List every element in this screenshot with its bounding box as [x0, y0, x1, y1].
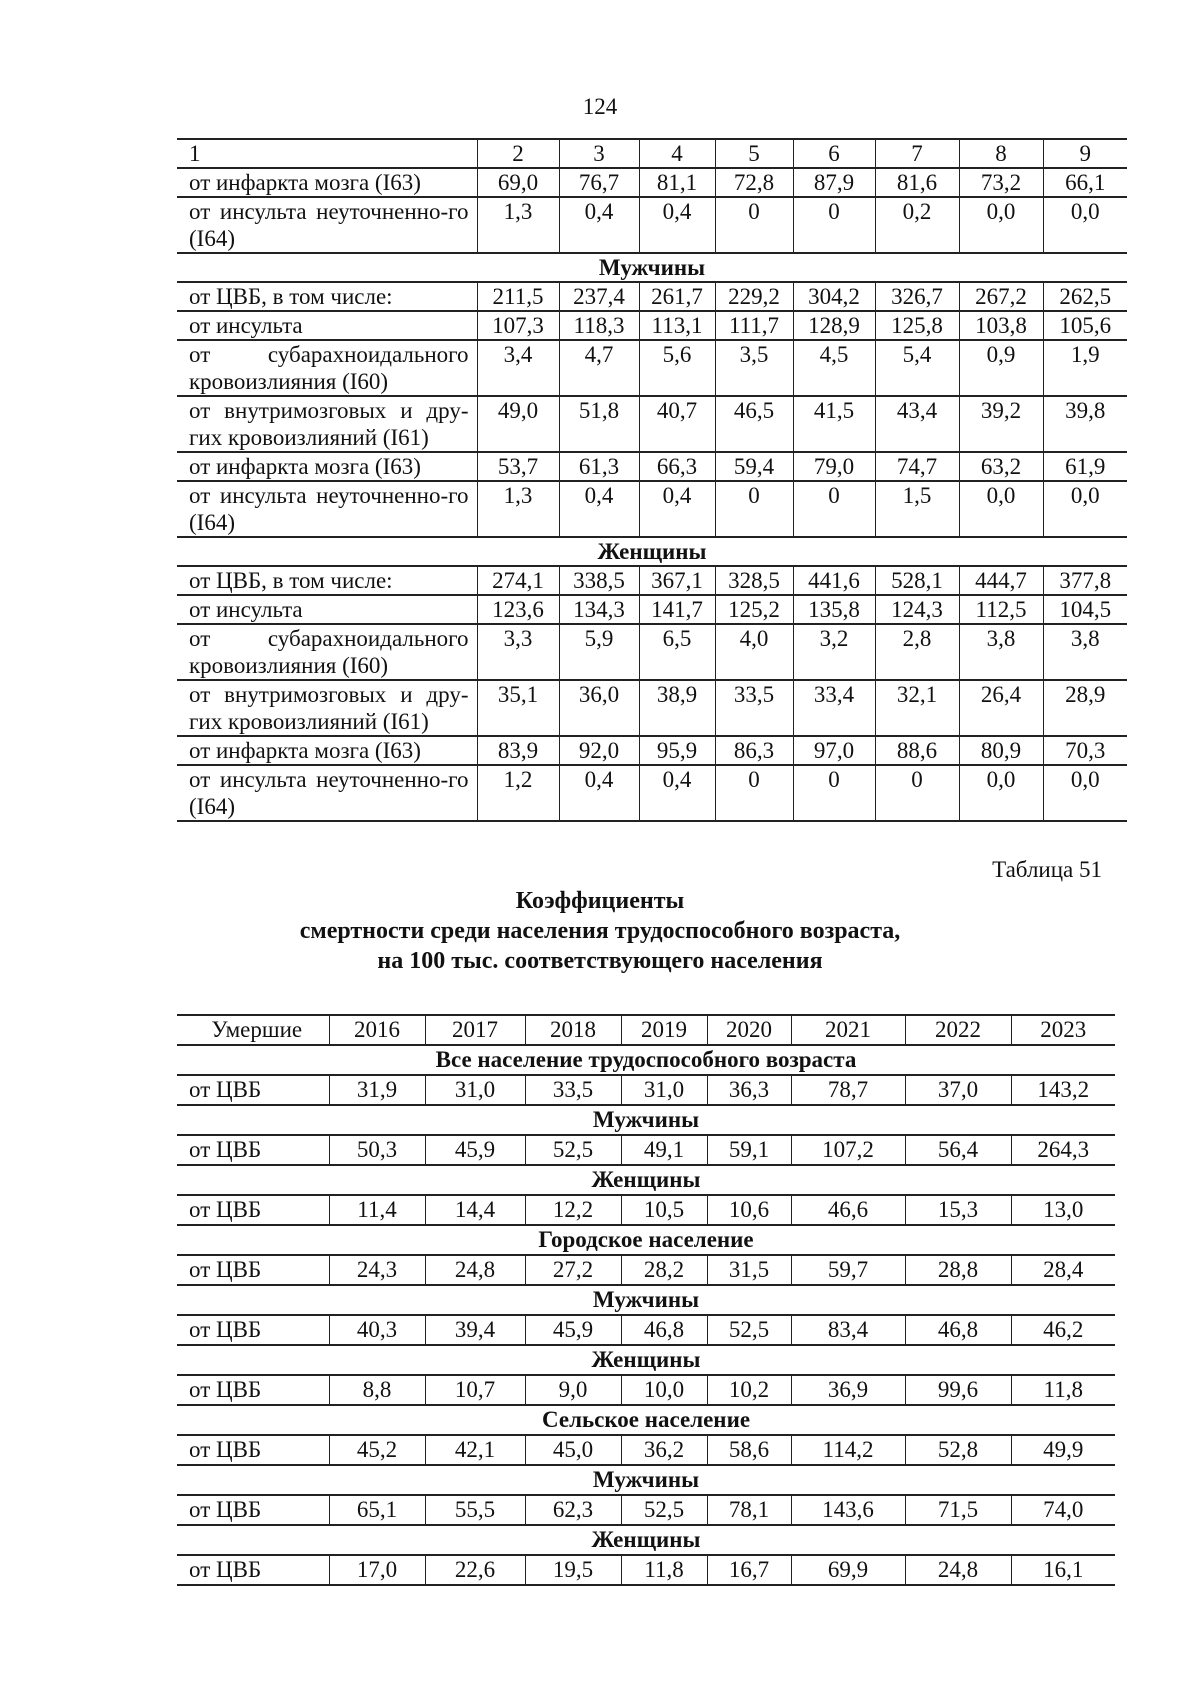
- value-cell: 0,4: [639, 765, 715, 821]
- table-row: [177, 624, 1127, 680]
- value-cell: 118,3: [559, 311, 639, 340]
- value-cell: 33,5: [715, 680, 793, 736]
- value-cell: 37,0: [905, 1075, 1011, 1105]
- value-cell: 0,2: [875, 197, 959, 253]
- table-row: [177, 1315, 1115, 1345]
- value-cell: 24,3: [329, 1255, 425, 1285]
- value-cell: 5,4: [875, 340, 959, 396]
- section-heading: Женщины: [591, 1527, 701, 1552]
- row-label: от инфаркта мозга (I63): [177, 168, 477, 197]
- value-cell: 0,4: [559, 197, 639, 253]
- table-row: [177, 680, 1127, 736]
- section-row: [177, 1345, 1115, 1375]
- value-cell: 78,1: [707, 1495, 791, 1525]
- working-age-mortality-table: [177, 1014, 1115, 1586]
- header-cell: 7: [875, 139, 959, 168]
- value-cell: 0,0: [959, 197, 1043, 253]
- value-cell: 128,9: [793, 311, 875, 340]
- value-cell: 46,5: [715, 396, 793, 452]
- header-cell: 6: [793, 139, 875, 168]
- value-cell: 80,9: [959, 736, 1043, 765]
- value-cell: 4,5: [793, 340, 875, 396]
- value-cell: 1,9: [1043, 340, 1127, 396]
- value-cell: 83,9: [477, 736, 559, 765]
- value-cell: 17,0: [329, 1555, 425, 1585]
- header-cell: 2023: [1011, 1015, 1115, 1045]
- value-cell: 4,0: [715, 624, 793, 680]
- table-row: [177, 340, 1127, 396]
- value-cell: 28,8: [905, 1255, 1011, 1285]
- row-label: от ЦВБ, в том числе:: [177, 566, 477, 595]
- table-title-line: смертности среди населения трудоспособного возраста,: [299, 918, 901, 944]
- value-cell: 45,9: [525, 1315, 621, 1345]
- value-cell: 328,5: [715, 566, 793, 595]
- value-cell: 10,0: [621, 1375, 707, 1405]
- value-cell: 13,0: [1011, 1195, 1115, 1225]
- row-label: от ЦВБ: [177, 1195, 329, 1225]
- row-label: от внутримозговых и дру-гих кровоизлияний (I61): [177, 396, 477, 452]
- value-cell: 40,3: [329, 1315, 425, 1345]
- value-cell: 61,9: [1043, 452, 1127, 481]
- value-cell: 0: [793, 765, 875, 821]
- value-cell: 0: [875, 765, 959, 821]
- section-heading: Женщины: [591, 1167, 701, 1192]
- value-cell: 11,8: [1011, 1375, 1115, 1405]
- value-cell: 10,6: [707, 1195, 791, 1225]
- table-row: [177, 197, 1127, 253]
- value-cell: 38,9: [639, 680, 715, 736]
- value-cell: 16,1: [1011, 1555, 1115, 1585]
- header-cell: 2022: [905, 1015, 1011, 1045]
- section-heading: Женщины: [591, 1347, 701, 1372]
- header-cell: 2017: [425, 1015, 525, 1045]
- value-cell: 22,6: [425, 1555, 525, 1585]
- value-cell: 367,1: [639, 566, 715, 595]
- value-cell: 58,6: [707, 1435, 791, 1465]
- value-cell: 49,1: [621, 1135, 707, 1165]
- table-title: [0, 886, 1200, 976]
- value-cell: 74,0: [1011, 1495, 1115, 1525]
- table-row: [177, 566, 1127, 595]
- table-title-line: на 100 тыс. соответствующего населения: [377, 948, 823, 974]
- value-cell: 14,4: [425, 1195, 525, 1225]
- value-cell: 12,2: [525, 1195, 621, 1225]
- value-cell: 51,8: [559, 396, 639, 452]
- header-cell: 2: [477, 139, 559, 168]
- value-cell: 0: [793, 481, 875, 537]
- value-cell: 1,3: [477, 197, 559, 253]
- value-cell: 45,2: [329, 1435, 425, 1465]
- row-label: от ЦВБ: [177, 1255, 329, 1285]
- value-cell: 3,4: [477, 340, 559, 396]
- value-cell: 3,3: [477, 624, 559, 680]
- row-label: от ЦВБ: [177, 1135, 329, 1165]
- value-cell: 19,5: [525, 1555, 621, 1585]
- header-cell: 2018: [525, 1015, 621, 1045]
- value-cell: 326,7: [875, 282, 959, 311]
- header-cell: 5: [715, 139, 793, 168]
- value-cell: 28,9: [1043, 680, 1127, 736]
- value-cell: 0: [715, 765, 793, 821]
- value-cell: 5,6: [639, 340, 715, 396]
- value-cell: 86,3: [715, 736, 793, 765]
- value-cell: 0,4: [559, 765, 639, 821]
- table-row: [177, 1495, 1115, 1525]
- value-cell: 10,2: [707, 1375, 791, 1405]
- value-cell: 31,0: [425, 1075, 525, 1105]
- section-row: [177, 1525, 1115, 1555]
- table-row: [177, 1555, 1115, 1585]
- value-cell: 62,3: [525, 1495, 621, 1525]
- row-label: от инсульта: [177, 595, 477, 624]
- value-cell: 88,6: [875, 736, 959, 765]
- value-cell: 65,1: [329, 1495, 425, 1525]
- value-cell: 73,2: [959, 168, 1043, 197]
- value-cell: 41,5: [793, 396, 875, 452]
- row-label: от ЦВБ: [177, 1375, 329, 1405]
- value-cell: 112,5: [959, 595, 1043, 624]
- value-cell: 3,5: [715, 340, 793, 396]
- value-cell: 42,1: [425, 1435, 525, 1465]
- value-cell: 9,0: [525, 1375, 621, 1405]
- row-label: от ЦВБ: [177, 1555, 329, 1585]
- header-cell: 8: [959, 139, 1043, 168]
- table-title-line: Коэффициенты: [515, 888, 685, 914]
- value-cell: 11,4: [329, 1195, 425, 1225]
- row-label: от инсульта: [177, 311, 477, 340]
- header-cell: 2016: [329, 1015, 425, 1045]
- value-cell: 123,6: [477, 595, 559, 624]
- value-cell: 39,4: [425, 1315, 525, 1345]
- value-cell: 36,3: [707, 1075, 791, 1105]
- value-cell: 63,2: [959, 452, 1043, 481]
- value-cell: 134,3: [559, 595, 639, 624]
- value-cell: 33,5: [525, 1075, 621, 1105]
- value-cell: 39,8: [1043, 396, 1127, 452]
- value-cell: 16,7: [707, 1555, 791, 1585]
- value-cell: 125,2: [715, 595, 793, 624]
- value-cell: 274,1: [477, 566, 559, 595]
- section-heading: Мужчины: [592, 1107, 700, 1132]
- table-row: [177, 595, 1127, 624]
- value-cell: 107,2: [791, 1135, 905, 1165]
- value-cell: 52,5: [621, 1495, 707, 1525]
- value-cell: 49,9: [1011, 1435, 1115, 1465]
- value-cell: 24,8: [425, 1255, 525, 1285]
- table-row: [177, 1375, 1115, 1405]
- value-cell: 5,9: [559, 624, 639, 680]
- value-cell: 59,7: [791, 1255, 905, 1285]
- value-cell: 11,8: [621, 1555, 707, 1585]
- section-heading: Все население трудоспособного возраста: [435, 1047, 857, 1072]
- section-row: [177, 1165, 1115, 1195]
- header-cell: 2020: [707, 1015, 791, 1045]
- value-cell: 8,8: [329, 1375, 425, 1405]
- value-cell: 52,8: [905, 1435, 1011, 1465]
- value-cell: 1,2: [477, 765, 559, 821]
- table-row: [177, 1075, 1115, 1105]
- page-number: 124: [582, 94, 618, 119]
- value-cell: 45,9: [425, 1135, 525, 1165]
- section-row: [177, 537, 1127, 566]
- value-cell: 0,4: [639, 197, 715, 253]
- value-cell: 24,8: [905, 1555, 1011, 1585]
- row-label: от субарахноидального кровоизлияния (I60): [177, 340, 477, 396]
- value-cell: 81,1: [639, 168, 715, 197]
- row-label: от ЦВБ, в том числе:: [177, 282, 477, 311]
- value-cell: 0: [715, 197, 793, 253]
- value-cell: 28,2: [621, 1255, 707, 1285]
- value-cell: 0,4: [639, 481, 715, 537]
- value-cell: 111,7: [715, 311, 793, 340]
- value-cell: 33,4: [793, 680, 875, 736]
- value-cell: 32,1: [875, 680, 959, 736]
- section-heading: Городское население: [538, 1227, 754, 1252]
- row-label: от инфаркта мозга (I63): [177, 736, 477, 765]
- value-cell: 10,5: [621, 1195, 707, 1225]
- value-cell: 36,2: [621, 1435, 707, 1465]
- section-heading: Мужчины: [592, 1467, 700, 1492]
- section-row: [177, 1105, 1115, 1135]
- value-cell: 107,3: [477, 311, 559, 340]
- row-label: от внутримозговых и дру-гих кровоизлияний (I61): [177, 680, 477, 736]
- value-cell: 87,9: [793, 168, 875, 197]
- value-cell: 105,6: [1043, 311, 1127, 340]
- section-row: [177, 1045, 1115, 1075]
- section-heading: Мужчины: [592, 1287, 700, 1312]
- section-heading: Женщины: [597, 539, 707, 564]
- value-cell: 528,1: [875, 566, 959, 595]
- table-row: [177, 736, 1127, 765]
- value-cell: 338,5: [559, 566, 639, 595]
- value-cell: 61,3: [559, 452, 639, 481]
- value-cell: 229,2: [715, 282, 793, 311]
- value-cell: 50,3: [329, 1135, 425, 1165]
- header-cell: 9: [1043, 139, 1127, 168]
- value-cell: 71,5: [905, 1495, 1011, 1525]
- value-cell: 141,7: [639, 595, 715, 624]
- value-cell: 66,3: [639, 452, 715, 481]
- table-row: [177, 765, 1127, 821]
- value-cell: 59,1: [707, 1135, 791, 1165]
- value-cell: 79,0: [793, 452, 875, 481]
- year-header-row: [177, 1015, 1115, 1045]
- value-cell: 6,5: [639, 624, 715, 680]
- value-cell: 15,3: [905, 1195, 1011, 1225]
- column-number-row: [177, 139, 1127, 168]
- value-cell: 95,9: [639, 736, 715, 765]
- value-cell: 72,8: [715, 168, 793, 197]
- value-cell: 26,4: [959, 680, 1043, 736]
- value-cell: 46,6: [791, 1195, 905, 1225]
- value-cell: 31,0: [621, 1075, 707, 1105]
- value-cell: 31,5: [707, 1255, 791, 1285]
- value-cell: 0,4: [559, 481, 639, 537]
- value-cell: 46,8: [905, 1315, 1011, 1345]
- value-cell: 66,1: [1043, 168, 1127, 197]
- value-cell: 143,2: [1011, 1075, 1115, 1105]
- header-cell: 2021: [791, 1015, 905, 1045]
- value-cell: 0: [793, 197, 875, 253]
- section-row: [177, 1225, 1115, 1255]
- header-cell: Умершие: [177, 1015, 329, 1045]
- section-heading: Сельское население: [541, 1407, 751, 1432]
- row-label: от ЦВБ: [177, 1495, 329, 1525]
- value-cell: 81,6: [875, 168, 959, 197]
- table-row: [177, 1255, 1115, 1285]
- value-cell: 4,7: [559, 340, 639, 396]
- value-cell: 56,4: [905, 1135, 1011, 1165]
- value-cell: 59,4: [715, 452, 793, 481]
- section-row: [177, 253, 1127, 282]
- header-cell: 2019: [621, 1015, 707, 1045]
- section-row: [177, 1285, 1115, 1315]
- value-cell: 211,5: [477, 282, 559, 311]
- section-row: [177, 1405, 1115, 1435]
- value-cell: 135,8: [793, 595, 875, 624]
- table-label: Таблица 51: [992, 857, 1102, 882]
- table-row: [177, 452, 1127, 481]
- value-cell: 125,8: [875, 311, 959, 340]
- value-cell: 46,8: [621, 1315, 707, 1345]
- value-cell: 0,0: [959, 765, 1043, 821]
- value-cell: 52,5: [707, 1315, 791, 1345]
- row-label: от ЦВБ: [177, 1435, 329, 1465]
- header-cell: 4: [639, 139, 715, 168]
- value-cell: 0,0: [1043, 197, 1127, 253]
- value-cell: 35,1: [477, 680, 559, 736]
- value-cell: 3,8: [959, 624, 1043, 680]
- value-cell: 92,0: [559, 736, 639, 765]
- value-cell: 114,2: [791, 1435, 905, 1465]
- value-cell: 28,4: [1011, 1255, 1115, 1285]
- value-cell: 104,5: [1043, 595, 1127, 624]
- value-cell: 36,0: [559, 680, 639, 736]
- table-row: [177, 1195, 1115, 1225]
- value-cell: 55,5: [425, 1495, 525, 1525]
- value-cell: 36,9: [791, 1375, 905, 1405]
- value-cell: 97,0: [793, 736, 875, 765]
- header-cell: 3: [559, 139, 639, 168]
- value-cell: 103,8: [959, 311, 1043, 340]
- value-cell: 304,2: [793, 282, 875, 311]
- value-cell: 1,5: [875, 481, 959, 537]
- value-cell: 2,8: [875, 624, 959, 680]
- value-cell: 27,2: [525, 1255, 621, 1285]
- table-row: [177, 481, 1127, 537]
- value-cell: 43,4: [875, 396, 959, 452]
- value-cell: 0,0: [1043, 765, 1127, 821]
- value-cell: 83,4: [791, 1315, 905, 1345]
- section-row: [177, 1465, 1115, 1495]
- value-cell: 3,8: [1043, 624, 1127, 680]
- value-cell: 0,0: [959, 481, 1043, 537]
- table-row: [177, 282, 1127, 311]
- value-cell: 143,6: [791, 1495, 905, 1525]
- row-label: от инсульта неуточненно-го (I64): [177, 765, 477, 821]
- value-cell: 441,6: [793, 566, 875, 595]
- row-label: от ЦВБ: [177, 1315, 329, 1345]
- value-cell: 377,8: [1043, 566, 1127, 595]
- value-cell: 49,0: [477, 396, 559, 452]
- value-cell: 53,7: [477, 452, 559, 481]
- value-cell: 69,9: [791, 1555, 905, 1585]
- row-label: от субарахноидального кровоизлияния (I60): [177, 624, 477, 680]
- value-cell: 76,7: [559, 168, 639, 197]
- value-cell: 1,3: [477, 481, 559, 537]
- row-label: от инсульта неуточненно-го (I64): [177, 197, 477, 253]
- value-cell: 40,7: [639, 396, 715, 452]
- value-cell: 39,2: [959, 396, 1043, 452]
- row-label: от ЦВБ: [177, 1075, 329, 1105]
- table-row: [177, 311, 1127, 340]
- value-cell: 0: [715, 481, 793, 537]
- table-row: [177, 396, 1127, 452]
- value-cell: 124,3: [875, 595, 959, 624]
- value-cell: 261,7: [639, 282, 715, 311]
- value-cell: 74,7: [875, 452, 959, 481]
- value-cell: 0,9: [959, 340, 1043, 396]
- header-cell: 1: [177, 139, 477, 168]
- value-cell: 70,3: [1043, 736, 1127, 765]
- value-cell: 267,2: [959, 282, 1043, 311]
- value-cell: 52,5: [525, 1135, 621, 1165]
- value-cell: 10,7: [425, 1375, 525, 1405]
- value-cell: 3,2: [793, 624, 875, 680]
- section-heading: Мужчины: [598, 255, 706, 280]
- value-cell: 444,7: [959, 566, 1043, 595]
- table-row: [177, 1435, 1115, 1465]
- table-row: [177, 1135, 1115, 1165]
- value-cell: 262,5: [1043, 282, 1127, 311]
- value-cell: 46,2: [1011, 1315, 1115, 1345]
- value-cell: 31,9: [329, 1075, 425, 1105]
- value-cell: 78,7: [791, 1075, 905, 1105]
- value-cell: 113,1: [639, 311, 715, 340]
- value-cell: 237,4: [559, 282, 639, 311]
- value-cell: 264,3: [1011, 1135, 1115, 1165]
- table-row: [177, 168, 1127, 197]
- value-cell: 0,0: [1043, 481, 1127, 537]
- value-cell: 99,6: [905, 1375, 1011, 1405]
- row-label: от инсульта неуточненно-го (I64): [177, 481, 477, 537]
- mortality-continuation-table: [177, 138, 1127, 822]
- value-cell: 69,0: [477, 168, 559, 197]
- value-cell: 45,0: [525, 1435, 621, 1465]
- row-label: от инфаркта мозга (I63): [177, 452, 477, 481]
